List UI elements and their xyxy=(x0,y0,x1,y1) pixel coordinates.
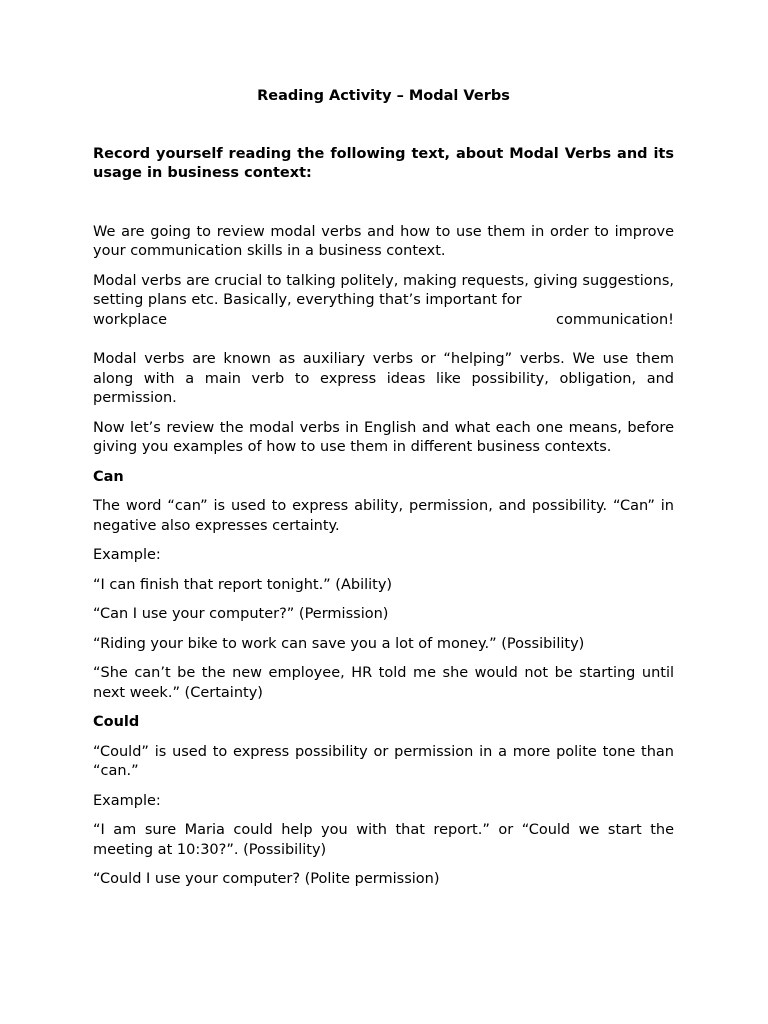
crucial-paragraph-text: Modal verbs are crucial to talking politely, making requests, giving suggestions, setting plans etc. Basically, everything that’s important for xyxy=(93,272,674,308)
can-description: The word “can” is used to express ability, permission, and possibility. “Can” in negative also expresses certainty. xyxy=(93,498,674,534)
can-example-label: Example: xyxy=(93,547,161,563)
auxiliary-paragraph: Modal verbs are known as auxiliary verbs or “helping” verbs. We use them along with a main verb to express ideas like possibility, obligation, and permission. xyxy=(93,351,674,406)
can-example: “She can’t be the new employee, HR told me she would not be starting until next week.” (Certainty) xyxy=(93,665,674,701)
can-example: “I can finish that report tonight.” (Ability) xyxy=(93,576,393,593)
can-example: “Can I use your computer?” (Permission) xyxy=(93,606,389,622)
intro-paragraph: We are going to review modal verbs and how to use them in order to improve your communication skills in a business context. xyxy=(93,223,674,259)
crucial-paragraph-last-line xyxy=(93,311,674,331)
crucial-paragraph xyxy=(93,272,674,331)
document-title: Reading Activity – Modal Verbs xyxy=(257,88,510,104)
document-page xyxy=(93,87,674,890)
could-example-label: Example: xyxy=(93,792,161,809)
could-example: “Could I use your computer? (Polite permission) xyxy=(93,871,440,887)
could-description: “Could” is used to express possibility or permission in a more polite tone than “can.” xyxy=(93,743,674,779)
could-example: “I am sure Maria could help you with that report.” or “Could we start the meeting at 10:30?”. (Possibility) xyxy=(93,822,674,858)
crucial-last-right: communication! xyxy=(556,311,674,328)
crucial-last-left: workplace xyxy=(93,311,168,328)
section-heading-can: Can xyxy=(93,468,124,485)
can-example: “Riding your bike to work can save you a lot of money.” (Possibility) xyxy=(93,635,585,652)
section-heading-could: Could xyxy=(93,714,140,730)
instruction-text: Record yourself reading the following text, about Modal Verbs and its usage in business context: xyxy=(93,145,674,181)
review-paragraph: Now let’s review the modal verbs in English and what each one means, before giving you examples of how to use them in different business contexts. xyxy=(93,419,674,455)
